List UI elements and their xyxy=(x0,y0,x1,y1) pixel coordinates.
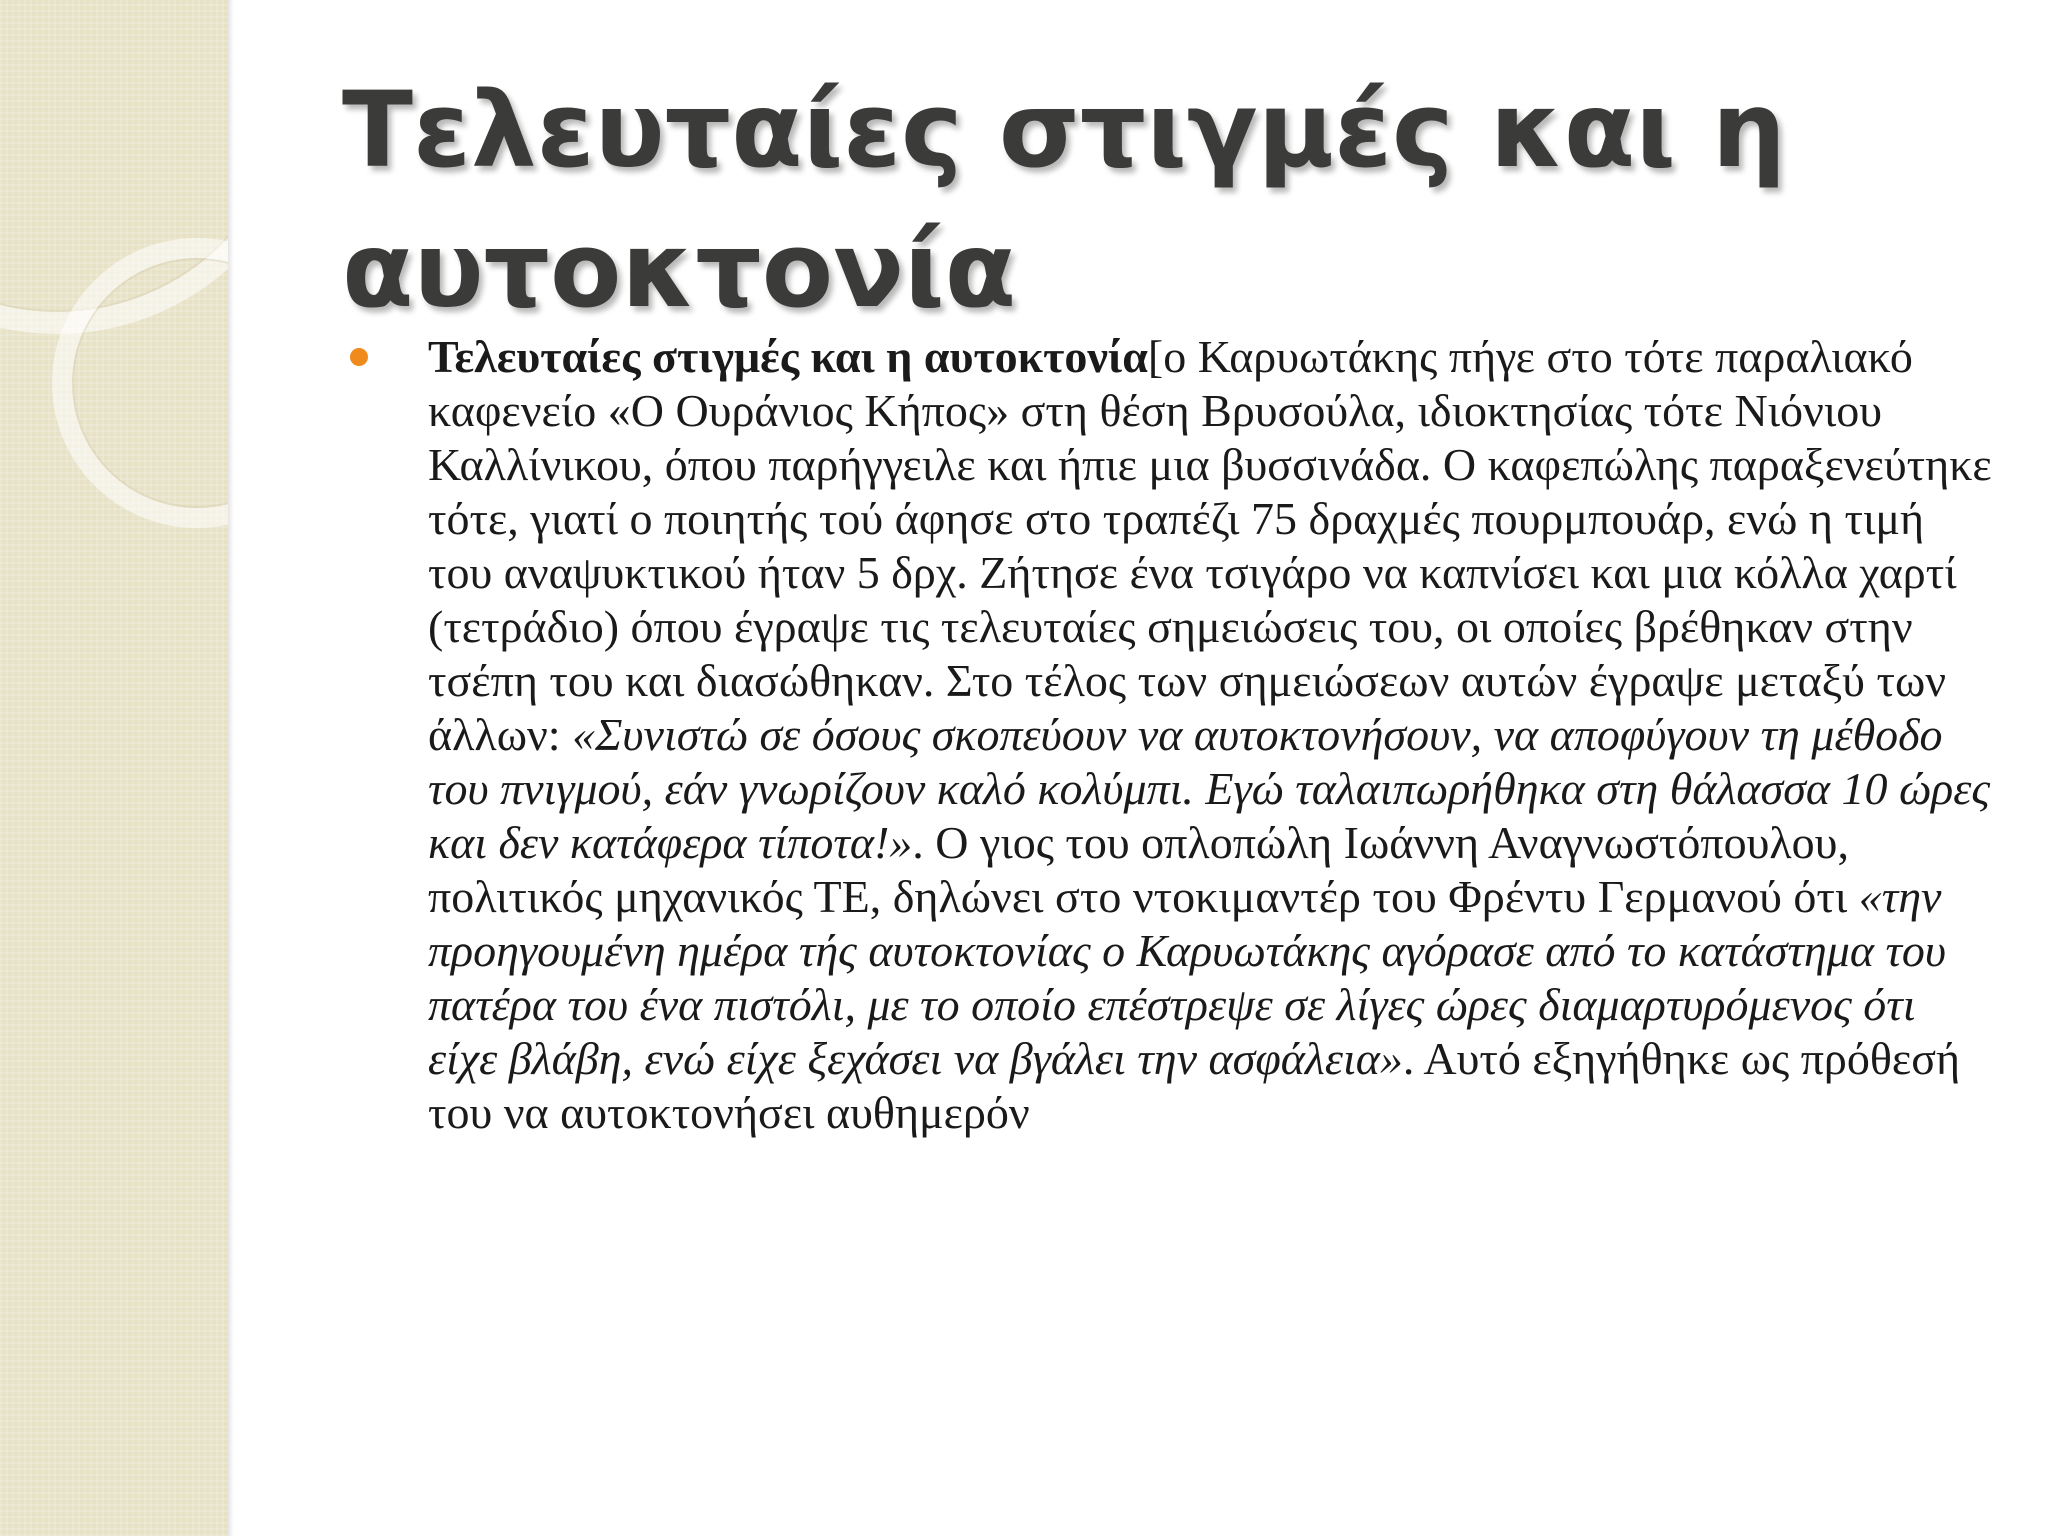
slide-title: Τελευταίες στιγμές και η αυτοκτονία xyxy=(342,69,1786,331)
bullet-text-part-3: . Αυτό εξηγήθηκε ως πρόθεσή του να αυτοκτονήσει αυθημερόν xyxy=(428,1033,1961,1138)
bullet-text-part-2: . Ο γιος του οπλοπώλη Ιωάννη Αναγνωστόπουλου, πολιτικός μηχανικός ΤΕ, δηλώνει στο ντοκιμαντέρ του Φρέντυ Γερμανού ότι xyxy=(428,817,1859,922)
bullet-quote-1: «Συνιστώ σε όσους σκοπεύουν να αυτοκτονήσουν, να αποφύγουν τη μέθοδο του πνιγμού, εάν γνωρίζουν καλό κολύμπι. Εγώ ταλαιπωρήθηκα στη θάλασσα 10 ώρες και δεν κατάφερα τίποτα!» xyxy=(428,709,1991,868)
bullet-text-part-1: [ο Καρυωτάκης πήγε στο τότε παραλιακό καφενείο «Ο Ουράνιος Κήπος» στη θέση Βρυσούλα, ιδιοκτησίας τότε Νιόνιου Καλλίνικου, όπου παρήγγειλε και ήπιε μια βυσσινάδα. Ο καφεπώλης παραξενεύτηκε τότε, γιατί ο ποιητής τού άφησε στο τραπέζι 75 δραχμές πουρμπουάρ, ενώ η τιμή του αναψυκτικού ήταν 5 δρχ. Ζήτησε ένα τσιγάρο να καπνίσει και μια κόλλα χαρτί (τετράδιο) όπου έγραψε τις τελευταίες σημειώσεις του, οι οποίες βρέθηκαν στην τσέπη του και διασώθηκαν. Στο τέλος των σημειώσεων αυτών έγραψε μεταξύ των άλλων: xyxy=(428,331,1992,760)
sidebar-shadow-edge xyxy=(228,0,234,1536)
slide-body xyxy=(386,330,1996,1140)
bullet-paragraph xyxy=(386,330,1996,1140)
bullet-bold-lead: Τελευταίες στιγμές και η αυτοκτονία xyxy=(428,331,1148,382)
bullet-dot-icon xyxy=(350,348,368,366)
decorative-sidebar xyxy=(0,0,228,1536)
bullet-quote-2: «την προηγουμένη ημέρα τής αυτοκτονίας ο Καρυωτάκης αγόρασε από το κατάστημα του πατέρα του ένα πιστόλι, με το οποίο επέστρεψε σε λίγες ώρες διαμαρτυρόμενος ότι είχε βλάβη, ενώ είχε ξεχάσει να βγάλει την ασφάλεια» xyxy=(428,871,1947,1084)
